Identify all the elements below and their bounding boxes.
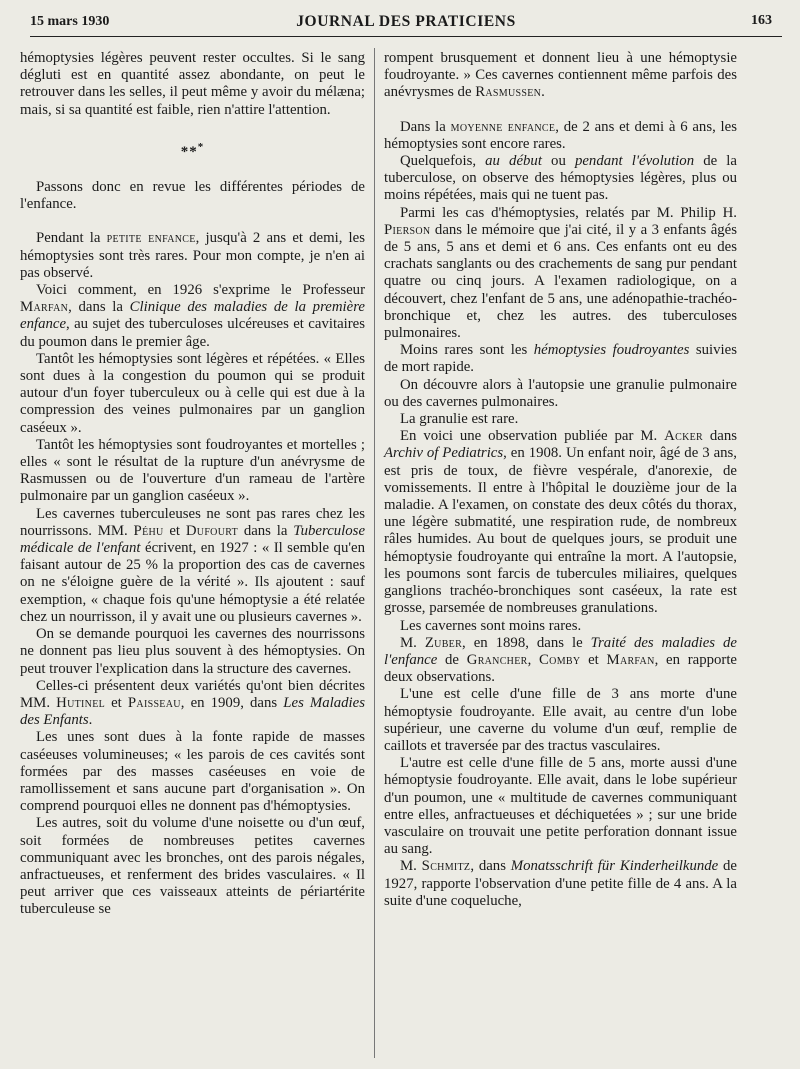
paragraph: On se demande pourquoi les cavernes des nourrissons ne donnent pas lieu plus souvent à des hémoptysies. On peut trouver l'explication dans la structure des cavernes. xyxy=(20,626,365,677)
section-separator: *** xyxy=(180,140,205,160)
paragraph: En voici une observation publiée par M. Acker dans Archiv of Pediatrics, en 1908. Un enfant noir, âgé de 3 ans, est pris de toux, de fièvre vespérale, d'anorexie, de vomissements. Il entre à l'hôpital le douzième jour de la maladie. A l'examen, on constate des deux côtés du thorax, une légère submatité, une respiration rude, de nombreux râles humides. Au bout de quelques jours, se produit une hémoptysie foudroyante qui entraîne la mort. A l'autopsie, les poumons sont farcis de tubercules miliaires, quelques ganglions trachéo-bronchiques sont caséeux, la rate est grosse, parsemée de nombreuses granulations. xyxy=(384,428,738,617)
paragraph: Pendant la petite enfance, jusqu'à 2 ans et demi, les hémoptysies sont très rares. Pour mon compte, je n'en ai pas observé. xyxy=(20,230,365,281)
paragraph: Les autres, soit du volume d'une noisette ou d'un œuf, soit formées de nombreuses petites cavernes communiquant avec les bronches, ont des parois négales, anfractueuses, et renferment des brides vasculaires. « Il peut arriver que ces vaisseaux atteints de périartérite tuberculeuse se xyxy=(20,815,365,918)
paragraph: Passons donc en revue les différentes périodes de l'enfance. xyxy=(20,179,365,213)
paragraph: Les cavernes sont moins rares. xyxy=(400,617,582,634)
paragraph: rompent brusquement et donnent lieu à une hémoptysie foudroyante. » Ces cavernes contiennent même parfois des anévrysmes de Rasmussen. xyxy=(384,50,737,101)
paragraph: Les cavernes tuberculeuses ne sont pas rares chez les nourrissons. MM. Péhu et Dufourt dans la Tuberculose médicale de l'enfant écrivent, en 1927 : « Il semble qu'en faisant autour de 25 % la proportion des cas de cavernes on ne s'éloigne guère de la vérité ». Ils ajoutent : sauf exemption, « chaque fois qu'une hémoptysie a été relatée chez un nourrisson, il y avait une ou plusieurs cavernes ». xyxy=(20,505,366,625)
issue-date: 15 mars 1930 xyxy=(30,14,110,29)
paragraph: M. Zuber, en 1898, dans le Traité des maladies de l'enfance de Grancher, Comby et Marfan, en rapporte deux observations. xyxy=(384,634,737,686)
paragraph: Parmi les cas d'hémoptysies, relatés par M. Philip H. Pierson dans le mémoire que j'ai cité, il y a 3 enfants âgés de 5 ans, 5 ans et demi et 6 ans. Ces enfants ont eu des crachats sanglants ou des crachements de sang pur pendant quatre ou cinq jours. A l'examen radiologique, on a découvert, chez l'enfant de 5 ans, une adénopathie-trachéo-bronchique et, chez les autres. des tuberculoses pulmonaires. xyxy=(384,204,737,342)
paragraph: L'une est celle d'une fille de 3 ans morte d'une hémoptysie foudroyante. Elle avait, au centre d'un lobe supérieur, une caverne du volume d'un œuf, remplie de caillots et traversée par des tractus vasculaires. xyxy=(384,686,737,754)
paragraph: Tantôt les hémoptysies sont légères et répétées. « Elles sont dues à la congestion du poumon qui se produit autour d'un foyer tuberculeux ou à celle qui est due à la compression des veines pulmonaires par un ganglion caséeux ». xyxy=(20,350,365,436)
page-header xyxy=(30,10,782,37)
page-number: 163 xyxy=(751,13,772,28)
journal-title: JOURNAL DES PRATICIENS xyxy=(296,13,516,30)
paragraph: Les unes sont dues à la fonte rapide de masses caséeuses volumineuses; « les parois de ces cavités sont formées par des masses caséeuses en voie de ramollissement et sans aucune part d'organisation ». On comprend pourquoi elles ne donnent pas d'hémoptysies. xyxy=(20,729,365,815)
right-column xyxy=(384,50,737,910)
paragraph: Moins rares sont les hémoptysies foudroyantes suivies de mort rapide. xyxy=(384,342,737,376)
paragraph: Voici comment, en 1926 s'exprime le Professeur Marfan, dans la Clinique des maladies de la première enfance, au sujet des tuberculoses ulcéreuses et cavitaires du poumon dans le premier âge. xyxy=(20,282,365,350)
paragraph: Tantôt les hémoptysies sont foudroyantes et mortelles ; elles « sont le résultat de la rupture d'un anévrysme de Rasmussen ou de l'ouverture d'un rameau de l'artère pulmonaire par un ganglion caséeux ». xyxy=(20,436,365,505)
paragraph: Dans la moyenne enfance, de 2 ans et demi à 6 ans, les hémoptysies sont encore rares. xyxy=(384,118,737,152)
paragraph: Quelquefois, au début ou pendant l'évolution de la tuberculose, on observe des hémoptysies légères, plus ou moins répétées, mais qui ne tuent pas. xyxy=(384,153,737,204)
paragraph: La granulie est rare. xyxy=(400,411,519,428)
paragraph: On découvre alors à l'autopsie une granulie pulmonaire ou des cavernes pulmonaires. xyxy=(384,376,737,410)
paragraph: Celles-ci présentent deux variétés qu'ont bien décrites MM. Hutinel et Paisseau, en 1909, dans Les Maladies des Enfants. xyxy=(20,677,365,729)
paragraph: hémoptysies légères peuvent rester occultes. Si le sang dégluti est en quantité assez abondante, on peut le retrouver dans les selles, il peut même y avoir du mélæna; mais, si sa quantité est faible, rien n'attire l'attention. xyxy=(20,50,365,118)
paragraph: L'autre est celle d'une fille de 5 ans, morte aussi d'une hémoptysie foudroyante. Elle avait, dans le lobe supérieur d'un poumon, une « multitude de cavernes communiquant entre elles, anfractueuses et déchiquetées » ; sur une bride vasculaire on trouvait une petite perforation donnant issue au sang. xyxy=(384,755,737,858)
column-divider xyxy=(374,48,375,1058)
left-column xyxy=(20,50,365,919)
paragraph: M. Schmitz, dans Monatsschrift für Kinderheilkunde de 1927, rapporte l'observation d'une petite fille de 4 ans. A la suite d'une coqueluche, xyxy=(384,858,737,909)
